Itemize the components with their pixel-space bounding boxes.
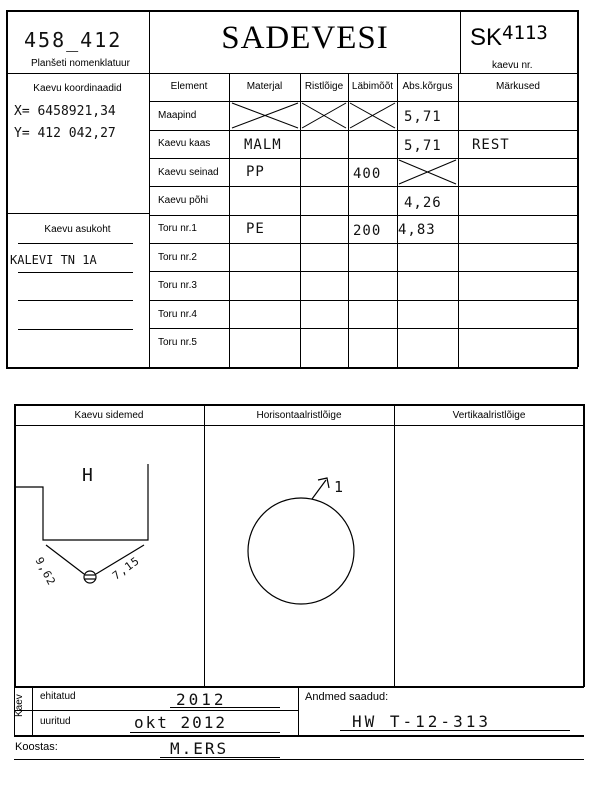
row-label-kaevu-seinad: Kaevu seinad: [158, 167, 219, 178]
sheet-caption: Planšeti nomenklatuur: [31, 58, 130, 69]
row-label-toru-1: Toru nr.1: [158, 223, 197, 234]
toru-1-material: PE: [246, 221, 265, 237]
well-caption: kaevu nr.: [492, 60, 533, 71]
toru-1-diameter: 200: [353, 223, 382, 239]
sheet-code: 458_412: [24, 28, 123, 52]
sketch-letter-h: H: [82, 465, 94, 486]
kaevu-kaas-notes: REST: [472, 137, 510, 153]
row-label-kaevu-kaas: Kaevu kaas: [158, 138, 211, 149]
sketch-col3-heading: Vertikaalristlõige: [452, 410, 526, 421]
maapind-height: 5,71: [404, 109, 442, 125]
surveyed-value: okt 2012: [134, 713, 228, 732]
kaevu-kaas-material: MALM: [244, 137, 282, 153]
kaevu-seinad-diameter: 400: [353, 166, 382, 182]
col-section: Ristlõige: [304, 81, 344, 92]
dim-left: 9,62: [32, 555, 59, 589]
row-label-kaevu-pohi: Kaevu põhi: [158, 195, 209, 206]
built-value: 2012: [176, 690, 227, 709]
row-label-toru-3: Toru nr.3: [158, 280, 197, 291]
dim-right: 7,15: [110, 554, 143, 583]
coord-y: Y= 412 042,27: [14, 126, 116, 141]
coord-x: X= 6458921,34: [14, 104, 116, 119]
location-heading: Kaevu asukoht: [44, 224, 111, 235]
kaevu-seinad-material: PP: [246, 164, 265, 180]
well-number: 4113: [502, 22, 548, 44]
row-label-maapind: Maapind: [158, 110, 197, 121]
row-label-toru-5: Toru nr.5: [158, 337, 197, 348]
col-diameter: Läbimõõt: [351, 81, 394, 92]
row-label-toru-4: Toru nr.4: [158, 309, 197, 320]
source-label: Andmed saadud:: [305, 691, 389, 703]
col-element: Element: [170, 81, 208, 92]
location-value: KALEVI TN 1A: [10, 253, 97, 267]
sketch-col1-heading: Kaevu sidemed: [74, 410, 144, 421]
col-material: Materjal: [246, 81, 283, 92]
row-label-toru-2: Toru nr.2: [158, 252, 197, 263]
source-value: HW T-12-313: [352, 712, 491, 731]
author-value: M.ERS: [170, 739, 229, 758]
author-label: Koostas:: [15, 741, 58, 753]
surveyed-label: uuritud: [40, 716, 71, 727]
toru-1-height: 4,83: [398, 222, 436, 238]
col-notes: Märkused: [496, 81, 540, 92]
kaevu-kaas-height: 5,71: [404, 138, 442, 154]
coordinates-heading: Kaevu koordinaadid: [33, 83, 122, 94]
well-prefix: SK: [470, 24, 503, 51]
kaevu-pohi-height: 4,26: [404, 195, 442, 211]
pipe-label: 1: [334, 478, 345, 496]
col-height: Abs.kõrgus: [402, 81, 453, 92]
footer-side-label: Kaev: [14, 694, 25, 717]
sketch-col2-heading: Horisontaalristlõige: [256, 410, 342, 421]
built-label: ehitatud: [40, 691, 76, 702]
page-title: SADEVESI: [221, 20, 389, 56]
